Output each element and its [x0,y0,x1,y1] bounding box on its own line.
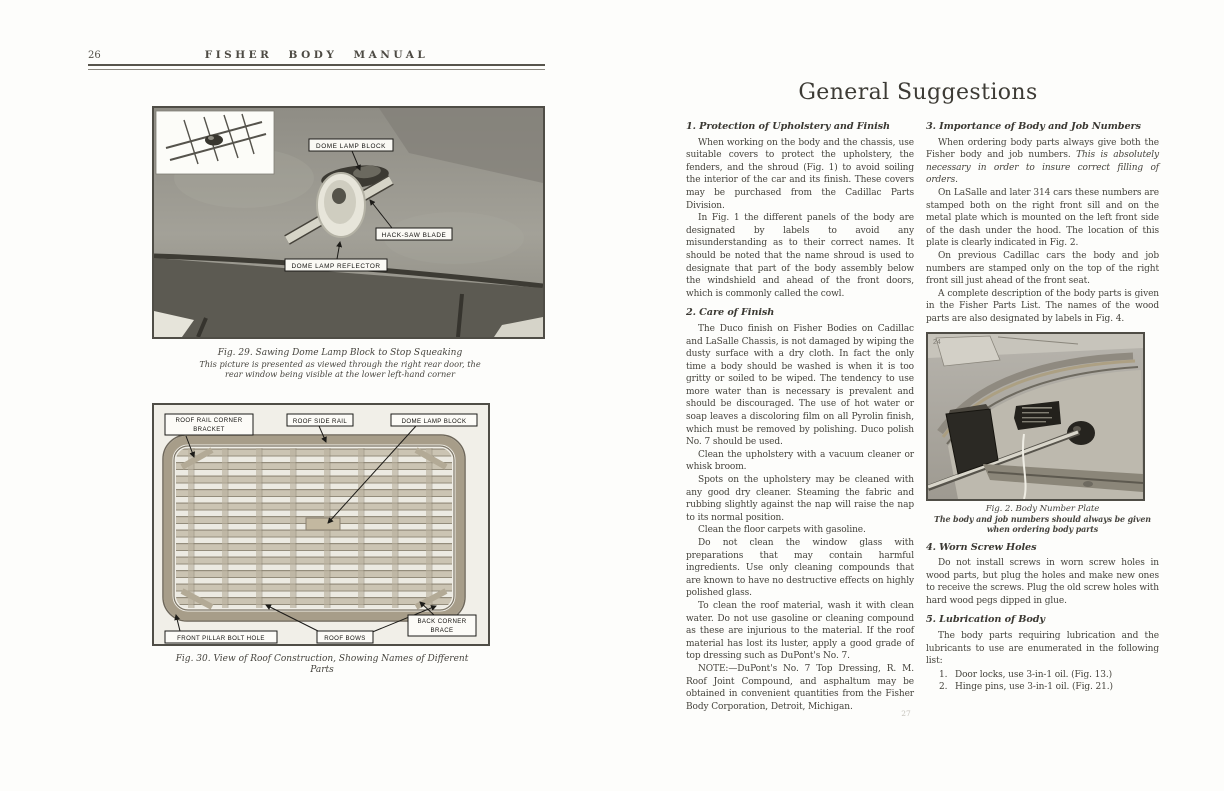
note-paragraph: NOTE:—DuPont's No. 7 Top Dressing, R. M. Roof Joint Compound, and asphaltum may be obtained in convenient quantities from the Fisher Body Corporation, Detroit, Michigan. [686,663,914,712]
right-page-number: 27 [901,709,911,718]
fig30-label-front-pillar-bolt-hole: FRONT PILLAR BOLT HOLE [177,635,265,642]
fig30-illustration [154,405,488,644]
fig2-illustration [928,334,1143,499]
fig2-caption [926,504,1159,535]
list-item-text: Door locks, use 3-in-1 oil. (Fig. 13.) [955,669,1113,680]
column-1 [686,121,914,713]
fig29-inset-drawing [156,111,274,174]
fig2-photo [926,332,1145,501]
paragraph [926,137,1159,187]
paragraph: To clean the roof material, wash it with clean water. Do not use gasoline or cleaning compound as these are injurious to the material. If the roof material has lost its luster, apply a good grade of top dressing such as DuPont's No. 7. [686,600,914,662]
page-title: General Suggestions [798,80,1038,105]
paragraph: Clean the upholstery with a vacuum cleaner or whisk broom. [686,449,914,473]
list-item-number: 2. [939,682,948,693]
fig30-label-back-corner-brace-2: BRACE [430,627,454,634]
fig30-caption-line2: Parts [310,665,334,675]
header-rule-thick [88,64,545,66]
section2-heading: 2. Care of Finish [686,307,775,319]
section5-heading: 5. Lubrication of Body [926,614,1045,626]
list-item [926,681,1159,694]
paragraph-roman: When ordering body parts always give both the Fisher body and job numbers. [926,137,1159,161]
list-item [926,669,1159,682]
fig30-caption [112,654,532,676]
paragraph: The body parts requiring lubrication and the lubricants to use are enumerated in the following list: [926,631,1159,667]
fig29-caption-title: Fig. 29. Sawing Dome Lamp Block to Stop Squeaking [217,348,463,358]
paragraph: A complete description of the body parts is given in the Fisher Parts List. The names of the wood parts are also designated by labels in Fig. 4. [926,288,1159,324]
fig29-photo [152,106,545,339]
fig29-caption [120,348,560,379]
paragraph: The Duco finish on Fisher Bodies on Cadillac and LaSalle Chassis, is not damaged by wiping the dusty surface with a dry cloth. In fact the only time a body should be washed is when it is too gritty or soiled to be wiped. The tendency to use more water than is necessary is prevalent and should be discouraged. The use of hot water or soap leaves a discoloring film on all Pyrolin finish, which must be removed by polishing. Duco polish No. 7 should be used. [686,323,914,448]
section3-heading: 3. Importance of Body and Job Numbers [926,121,1141,132]
fig30-label-back-corner-brace-1: BACK CORNER [417,618,467,625]
running-header: FISHER BODY MANUAL [204,49,429,61]
fig30-label-dome-lamp-block: DOME LAMP BLOCK [401,418,467,425]
list-item-text: Hinge pins, use 3-in-1 oil. (Fig. 21.) [955,682,1113,693]
paragraph: Do not clean the window glass with preparations that may contain harmful ingredients. Use only cleaning compounds that are known to have no destructive effects on highly polished glass. [686,538,914,599]
fig29-label-dome-lamp-block: DOME LAMP BLOCK [316,143,386,150]
section1-heading: 1. Protection of Upholstery and Finish [686,121,890,132]
fig30-label-roof-side-rail: ROOF SIDE RAIL [292,418,348,425]
fig2-caption-note1: The body and job numbers should always be given [934,514,1151,524]
fig30-caption-line1: Fig. 30. View of Roof Construction, Showing Names of Different [175,654,469,664]
paragraph: Clean the floor carpets with gasoline. [698,525,866,536]
fig30-label-roof-bows: ROOF BOWS [324,635,366,642]
section4-heading: 4. Worn Screw Holes [926,541,1037,553]
list-item-number: 1. [939,669,948,680]
fig2-caption-note2: when ordering body parts [986,524,1099,534]
fig2-caption-title: Fig. 2. Body Number Plate [985,503,1100,514]
lubrication-list [926,669,1159,694]
fig30-photo [152,403,490,646]
fig30-label-roof-rail-corner-bracket-1: ROOF RAIL CORNER [175,417,243,424]
paragraph: Spots on the upholstery may be cleaned with any good dry cleaner. Steaming the fabric and rubbing slightly against the nap will raise the nap to its normal position. [686,475,914,523]
fig30-label-roof-rail-corner-bracket-2: BRACKET [193,426,225,433]
header-rule-thin [88,69,545,70]
paragraph: When working on the body and the chassis, use suitable covers to protect the upholstery, the fenders, and the shroud (Fig. 1) to avoid soiling the interior of the car and its finish. These covers may be purchased from the Cadillac Parts Division. [686,137,914,211]
fig29-caption-note1: This picture is presented as viewed through the right rear door, the [199,359,481,369]
paragraph: On previous Cadillac cars the body and job numbers are stamped only on the top of the right front sill just ahead of the front seat. [926,250,1159,287]
fig29-label-hack-saw-blade: HACK-SAW BLADE [381,232,447,239]
fig2-pencil-annotation: 24 [933,338,941,346]
fig29-caption-note2: rear window being visible at the lower left-hand corner [224,369,456,379]
paragraph-italic: This is absolutely necessary in order to insure correct filling of orders. [926,150,1159,186]
paragraph: Do not install screws in worn screw holes in wood parts, but plug the holes and make new ones to receive the screws. Plug the old screw holes with hard wood pegs dipped in glue. [926,558,1159,606]
paragraph: In Fig. 1 the different panels of the body are designated by labels to avoid any misunderstanding as to their correct names. It should be noted that the name shroud is used to designate that part of the body assembly below the windshield and ahead of the front doors, which is commonly called the cowl. [686,213,914,299]
paragraph: On LaSalle and later 314 cars these numbers are stamped both on the right front sill and on the metal plate which is mounted on the left front side of the dash under the hood. The location of this plate is clearly indicated in Fig. 2. [926,187,1159,249]
left-page-number: 26 [88,50,101,61]
column-2 [926,121,1159,694]
fig29-illustration [154,108,543,337]
fig29-label-dome-lamp-reflector: DOME LAMP REFLECTOR [291,263,381,270]
